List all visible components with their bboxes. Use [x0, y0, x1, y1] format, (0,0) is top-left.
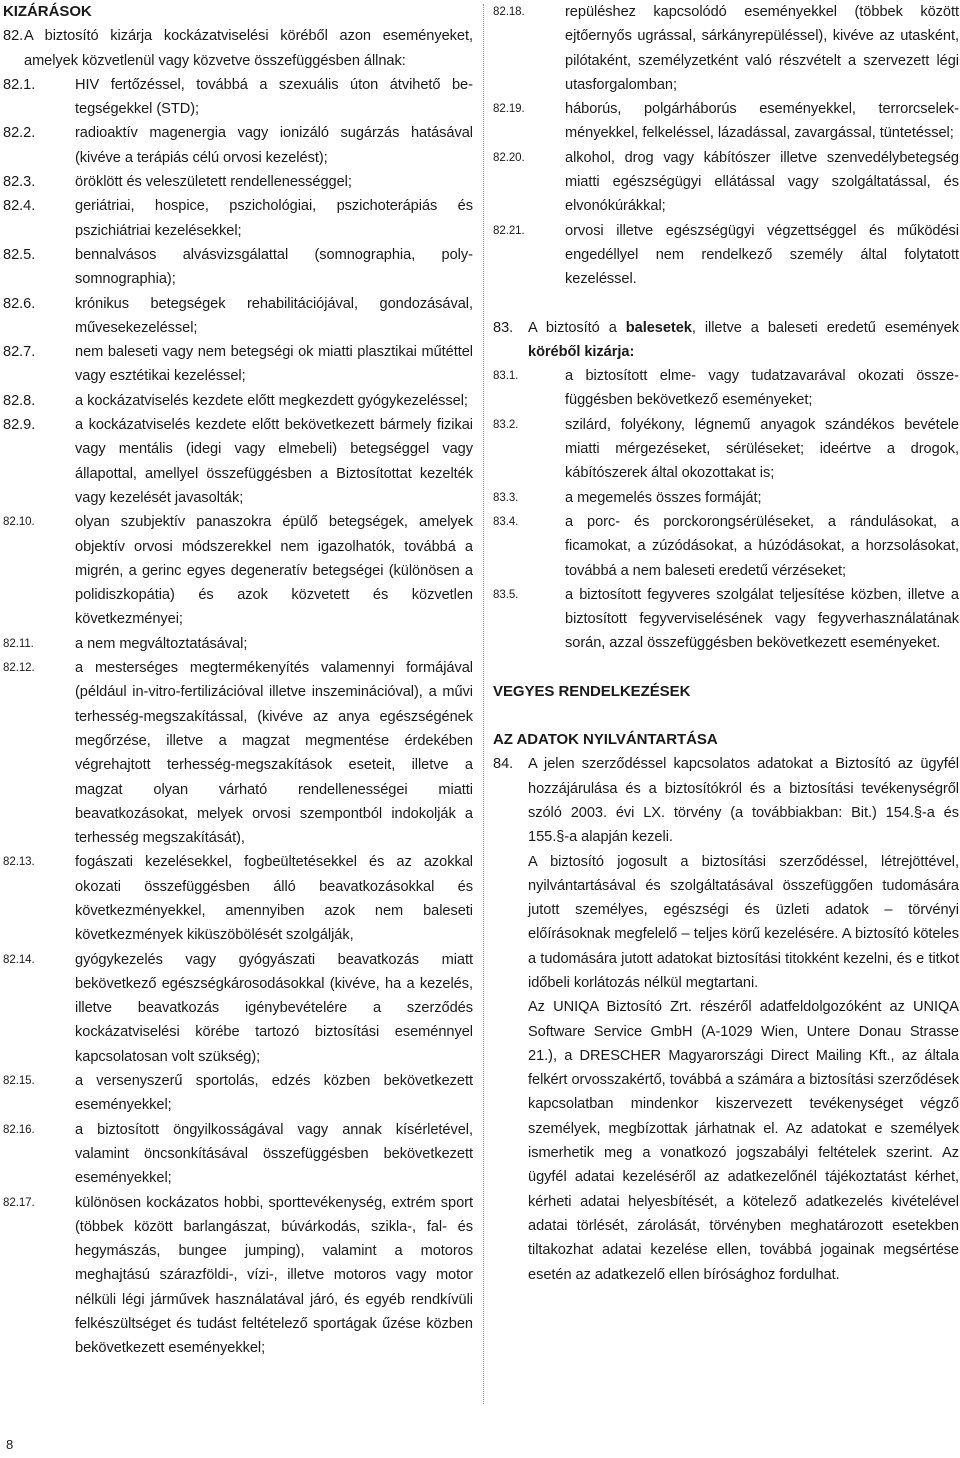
item-text: a versenyszerű sportolás, edzés közben bekövetkezett eseményekkel;: [75, 1073, 473, 1114]
item-text: a nem megváltoztatásával;: [75, 635, 248, 652]
section-heading-kizarasok: KIZÁRÁSOK: [3, 3, 92, 20]
item-text: fogászati kezelésekkel, fogbeültetésekkel és az azokkal okozati összefüggésben álló beavatkozásokkal és következményekkel, amennyiben azok nem baleseti következmények kiküszöbölését szolgálják,: [75, 854, 473, 944]
item-number: 83.1.: [493, 370, 519, 383]
list-item: [3, 121, 473, 170]
paragraph-83: [493, 316, 959, 365]
list-item: [3, 170, 473, 194]
paragraph-text: A jelen szerződéssel kapcsolatos adatokat a Biztosító az ügyfél hozzájárulása és a biztosítókról és a biztosítási tevékenységről szóló 2003. évi LX. törvény (a továbbiakban: Bit.) 154.§-a és 155.§-a alapján kezeli.: [528, 756, 959, 846]
item-text: öröklött és veleszületett rendellenességgel;: [75, 174, 352, 191]
item-text: a biztosított fegyveres szolgálat teljesítése közben, illetve a biztosított fegyverviselésének vagy fegyverhasználatának során, azzal összefüggésben bekövetkezett eseményeket.: [565, 586, 959, 652]
item-number: 82.11.: [3, 637, 34, 650]
left-column: [3, 0, 473, 1458]
exclusion-list-82-continued: [493, 0, 959, 292]
paragraph-84: [493, 752, 959, 849]
item-text: különösen kockázatos hobbi, sporttevékenység, extrém sport (többek között barlangászat, búvárkodás, szikla-, fal- és hegymászás, bungee jumping), valamint a motoros meghajtású szárazföldi-, vízi-, illetve motoros vagy motor nélküli légi járművek használatával járó, és egyéb rendkívüli felkészültséget és tudást feltételező sportágak űzése közben bekövetkezett eseményekkel;: [75, 1194, 473, 1357]
item-number: 82.7.: [3, 344, 36, 361]
exclusion-list-83: [493, 364, 959, 656]
list-item: [3, 243, 473, 292]
item-number: 82.5.: [3, 246, 36, 263]
item-text: nem baleseti vagy nem betegségi ok miatti plasztikai műtéttel vagy esztétikai kezeléssel;: [75, 344, 473, 385]
item-number: 82.17.: [3, 1196, 35, 1209]
page-number: 8: [6, 1437, 14, 1452]
item-number: 83.4.: [493, 515, 519, 528]
list-item: [3, 73, 473, 122]
paragraph-number: 84.: [493, 756, 514, 773]
list-item: [3, 340, 473, 389]
item-number: 82.6.: [3, 295, 36, 312]
item-text: a kockázatviselés kezdete előtt megkezdett gyógykezeléssel;: [75, 392, 468, 409]
item-number: 82.20.: [493, 151, 525, 164]
item-text: HIV fertőzéssel, továbbá a szexuális úton átvihető betegségekkel (STD);: [75, 76, 473, 118]
item-text: háborús, polgárháborús eseményekkel, terrorcselekményekkel, felkeléssel, lázadással, zavargással, tüntetéssel;: [565, 101, 959, 142]
list-item: [3, 1118, 473, 1191]
item-number: 82.9.: [3, 417, 36, 434]
item-text: alkohol, drog vagy kábítószer illetve szenvedélybetegség miatti egészségügyi ellátással vagy szolgáltatással, és elvonókúrákkal;: [565, 149, 959, 215]
list-item: [3, 510, 473, 631]
list-item: [3, 850, 473, 947]
list-item: [493, 364, 959, 413]
item-number: 82.3.: [3, 174, 36, 191]
list-item: [493, 219, 959, 292]
item-number: 83.5.: [493, 588, 519, 601]
list-item: [3, 632, 473, 656]
list-item: [493, 510, 959, 583]
section-heading-vegyes: VEGYES RENDELKEZÉSEK: [493, 682, 691, 700]
list-item: [3, 389, 473, 413]
paragraph-82: [3, 24, 473, 73]
item-text: a biztosított elme- vagy tudatzavarával okozati összefüggésben bekövetkező eseményeket;: [565, 368, 959, 409]
list-item: [3, 1069, 473, 1118]
item-number: 82.4.: [3, 198, 36, 215]
item-number: 82.2.: [3, 125, 36, 142]
item-number: 82.15.: [3, 1075, 35, 1088]
item-number: 82.16.: [3, 1123, 35, 1136]
list-item: [493, 583, 959, 656]
item-text: bennalvásos alvásvizsgálattal (somnographia, polysomnographia);: [75, 246, 473, 288]
item-text: repüléshez kapcsolódó eseményekkel (többek között ejtőernyős ugrással, sárkányrepüléssel), kivéve az utasként, pilótaként, személyzetként való részvételt a szervezett légi utasforgalomban;: [565, 4, 959, 93]
item-number: 82.19.: [493, 103, 525, 116]
item-number: 82.1.: [3, 76, 36, 93]
item-number: 82.21.: [493, 224, 525, 237]
item-number: 82.10.: [3, 516, 35, 529]
list-item: [3, 194, 473, 243]
item-text: gyógykezelés vagy gyógyászati beavatkozás miatt bekövetkező egészségkárosodásokkal (kivéve, ha a kezelés, illetve beavatkozás igénybevételére a szerződés kockázatviselési körébe tartozó biztosítási eseménnyel kapcsolatosan volt szükség);: [75, 951, 473, 1065]
exclusion-list-82: [3, 73, 473, 1361]
item-number: 82.14.: [3, 953, 35, 966]
list-item: [3, 1191, 473, 1361]
paragraph-number: 82.: [3, 28, 24, 45]
list-item: [3, 292, 473, 341]
column-divider: [483, 4, 484, 1404]
item-text: radioaktív magenergia vagy ionizáló sugárzás hatásával (kivéve a terápiás célú orvosi kezelést);: [75, 125, 473, 166]
item-text: a biztosított öngyilkosságával vagy annak kísérletével, valamint öncsonkításával összefüggésben bekövetkezett eseményekkel;: [75, 1121, 473, 1187]
paragraph-84-part-3: Az UNIQA Biztosító Zrt. részéről adatfeldolgozóként az UNIQA Software Service GmbH (A-1029 Wien, Untere Donau Strasse 21.), a DRESCHER Magyarországi Direct Mailing Kft., az általa felkért orvosszakértő, továbbá a számára a biztosítási szerződések kapcsolatban mindenkor kiszervezett tevékenységet végző személyek, megbízottak járhatnak el. Az adatokat e személyek ismerhetik meg a vonatkozó jogszabályi feltételek szerint. Az ügyfél adatai kezeléséről az adatkezelőnél tájékoztatást kérhet, kérheti adatai helyesbítését, a kötelező adatkezelés kivételével adatai törlését, zárolását, törvényben meghatározott esetekben tiltakozhat adatai kezelése ellen, továbbá jogainak megsértése esetén az adatkezelő ellen bírósághoz fordulhat.: [528, 999, 959, 1283]
right-column: [493, 0, 959, 1458]
item-text: a megemelés összes formáját;: [565, 489, 762, 506]
paragraph-text: A biztosító a balesetek, illetve a baleseti eredetű események köréből kizárja:: [528, 319, 959, 360]
section-heading-adatok: AZ ADATOK NYILVÁNTARTÁSA: [493, 731, 718, 749]
item-number: 82.18.: [493, 6, 525, 18]
list-item: [493, 0, 959, 97]
bold-term-korebol-kizarja: köréből kizárja:: [528, 343, 635, 360]
list-item: [493, 413, 959, 486]
paragraph-text: A biztosító kizárja kockázatviselési köréből azon eseményeket, amelyek közvetlenül vagy közvetve összefüggésben állnak:: [24, 28, 473, 69]
item-text: a porc- és porckorongsérüléseket, a rándulásokat, a ficamokat, a zúzódásokat, a húzódásokat, a horzsolásokat, továbbá a nem baleseti eredetű vérzéseket;: [565, 513, 959, 579]
list-item: [3, 656, 473, 850]
item-number: 82.8.: [3, 392, 36, 409]
item-number: 83.3.: [493, 491, 519, 504]
list-item: [493, 486, 959, 510]
item-text: szilárd, folyékony, légnemű anyagok szándékos bevétele miatti mérgezéseket, sérüléseket; ideértve a drogok, kábítószerek által okozottakat is;: [565, 416, 959, 482]
item-text: a kockázatviselés kezdete előtt bekövetkezett bármely fizikai vagy mentális (idegi vagy elmebeli) betegséggel vagy állapottal, amellyel összefüggésben a Biztosítottat kezelték vagy kezelését javasolták;: [75, 417, 473, 506]
item-text: krónikus betegségek rehabilitációjával, gondozásával, művesekezeléssel;: [75, 295, 473, 336]
item-text: orvosi illetve egészségügyi végzettséggel és működési engedéllyel nem rendelkező személy által folytatott kezeléssel.: [565, 222, 959, 288]
bold-term-balesetek: balesetek: [625, 319, 692, 336]
item-number: 83.2.: [493, 418, 519, 431]
list-item: [493, 97, 959, 146]
item-text: geriátriai, hospice, pszichológiai, pszichoterápiás és pszichiátriai kezelésekkel;: [75, 198, 473, 239]
item-text: olyan szubjektív panaszokra épülő betegségek, amelyek objektív orvosi módszerekkel nem igazolhatók, továbbá a migrén, a gerinc egyes degeneratív betegségei (különösen a polidiszkopátia) és azok közvetett és közvetlen következményei;: [75, 514, 473, 628]
list-item: [3, 413, 473, 510]
item-number: 82.13.: [3, 856, 35, 869]
item-text: a mesterséges megtermékenyítés valamennyi formájával (például in-vitro-fertilizációval illetve inszeminációval), a művi terhesség-megszakítással, (kivéve az anya egészségének megőrzése, illetve a magzat megmentése érdekében végrehajtott terhesség-megszakítások eseteit, illetve a magzat olyan várható rendellenességei miatti beavatkozásokat, melyek orvosi szempontból indokolják a terhesség megszakítását),: [75, 660, 473, 847]
list-item: [3, 948, 473, 1069]
item-number: 82.12.: [3, 662, 35, 675]
paragraph-number: 83.: [493, 319, 514, 336]
paragraph-84-part-2: A biztosító jogosult a biztosítási szerződéssel, létrejöttével, nyilvántartásával és szolgáltatásával összefüggően tudomására jutott személyes, egészségi és üzleti adatok – törvényi előírásoknak megfelelő – teljes körű kezelésére. A biztosító köteles a tudomására jutott adatokat biztosítási titokként kezelni, és e titkot időbeli korlátozás nélkül megtartani.: [528, 853, 959, 991]
list-item: [493, 146, 959, 219]
